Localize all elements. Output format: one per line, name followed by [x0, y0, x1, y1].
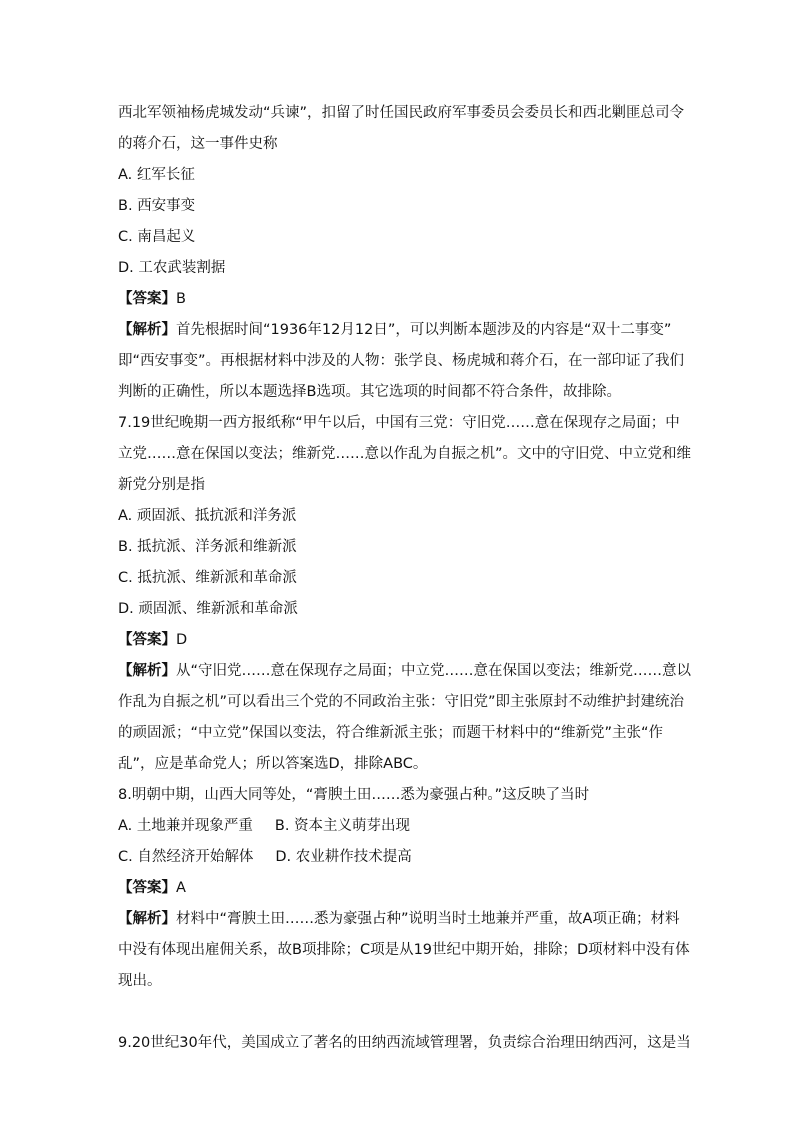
q7-analysis-line-3: 的顽固派；“中立党”保国以变法，符合维新派主张；而题干材料中的“维新党”主张“作: [118, 725, 664, 741]
q6-answer: [118, 289, 186, 309]
analysis-label: 【解析】: [118, 663, 176, 679]
q7-stem-line-1: 7.19世纪晚期一西方报纸称“甲午以后，中国有三党：守旧党……意在保现存之局面；中: [118, 415, 680, 431]
q7-answer: [118, 630, 187, 650]
answer-value: D: [176, 632, 188, 648]
q9-stem-line-1: 9.20世纪30年代，美国成立了著名的田纳西流域管理署，负责综合治理田纳西河，这是当: [118, 1035, 691, 1051]
q7-analysis-line-2: 作乱为自振之机”可以看出三个党的不同政治主张：守旧党”即主张原封不动维护封建统治: [118, 694, 685, 710]
q6-analysis-line-1: [118, 320, 671, 340]
answer-label: 【答案】: [118, 632, 176, 648]
q8-options-row-2: [118, 847, 412, 867]
q7-stem-line-3: 新党分别是指: [118, 477, 205, 493]
q7-option-b: B. 抵抗派、洋务派和维新派: [118, 539, 297, 555]
q8-option-a: A. 土地兼并现象严重: [118, 818, 253, 834]
q6-analysis-line-2: 即“西安事变”。再根据材料中涉及的人物：张学良、杨虎城和蒋介石，在一部印证了我们: [118, 353, 685, 369]
q8-option-d: D. 农业耕作技术提高: [275, 849, 412, 865]
answer-label: 【答案】: [118, 880, 176, 896]
q7-option-a: A. 顽固派、抵抗派和洋务派: [118, 508, 297, 524]
q8-option-c: C. 自然经济开始解体: [118, 849, 254, 865]
q6-stem-line-1: 西北军领袖杨虎城发动“兵谏”，扣留了时任国民政府军事委员会委员长和西北剿匪总司令: [118, 105, 685, 121]
q6-option-b: B. 西安事变: [118, 198, 196, 214]
q7-option-d: D. 顽固派、维新派和革命派: [118, 601, 298, 617]
q7-option-c: C. 抵抗派、维新派和革命派: [118, 570, 297, 586]
q8-analysis-line-3: 现出。: [118, 973, 162, 989]
q8-option-b: B. 资本主义萌芽出现: [274, 818, 411, 834]
answer-value: B: [176, 291, 186, 307]
q8-analysis-line-1: [118, 909, 679, 929]
analysis-text: 首先根据时间“1936年12月12日”，可以判断本题涉及的内容是“双十二事变”: [176, 322, 672, 338]
analysis-text: 从“守旧党……意在保现存之局面；中立党……意在保国以变法；维新党……意以: [176, 663, 692, 679]
q8-stem-line-1: 8.明朝中期，山西大同等处，“膏腴土田……悉为豪强占种。”这反映了当时: [118, 787, 590, 803]
q6-option-c: C. 南昌起义: [118, 229, 196, 245]
q7-analysis-line-4: 乱”，应是革命党人；所以答案选D，排除ABC。: [118, 756, 428, 772]
q7-stem-line-2: 立党……意在保国以变法；维新党……意以作乱为自振之机”。文中的守旧党、中立党和维: [118, 446, 692, 462]
q8-analysis-line-2: 中没有体现出雇佣关系，故B项排除；C项是从19世纪中期开始，排除；D项材料中没有体: [118, 942, 690, 958]
q8-options-row-1: [118, 816, 410, 836]
answer-label: 【答案】: [118, 291, 176, 307]
q6-stem-line-2: 的蒋介石，这一事件史称: [118, 136, 278, 152]
analysis-text: 材料中“膏腴土田……悉为豪强占种”说明当时土地兼并严重，故A项正确；材料: [176, 911, 680, 927]
analysis-label: 【解析】: [118, 911, 176, 927]
q6-analysis-line-3: 判断的正确性，所以本题选择B选项。其它选项的时间都不符合条件，故排除。: [118, 384, 621, 400]
q6-option-d: D. 工农武装割据: [118, 260, 226, 276]
q6-option-a: A. 红军长征: [118, 167, 195, 183]
q8-answer: [118, 878, 186, 898]
q7-analysis-line-1: [118, 661, 691, 681]
answer-value: A: [176, 880, 186, 896]
analysis-label: 【解析】: [118, 322, 176, 338]
